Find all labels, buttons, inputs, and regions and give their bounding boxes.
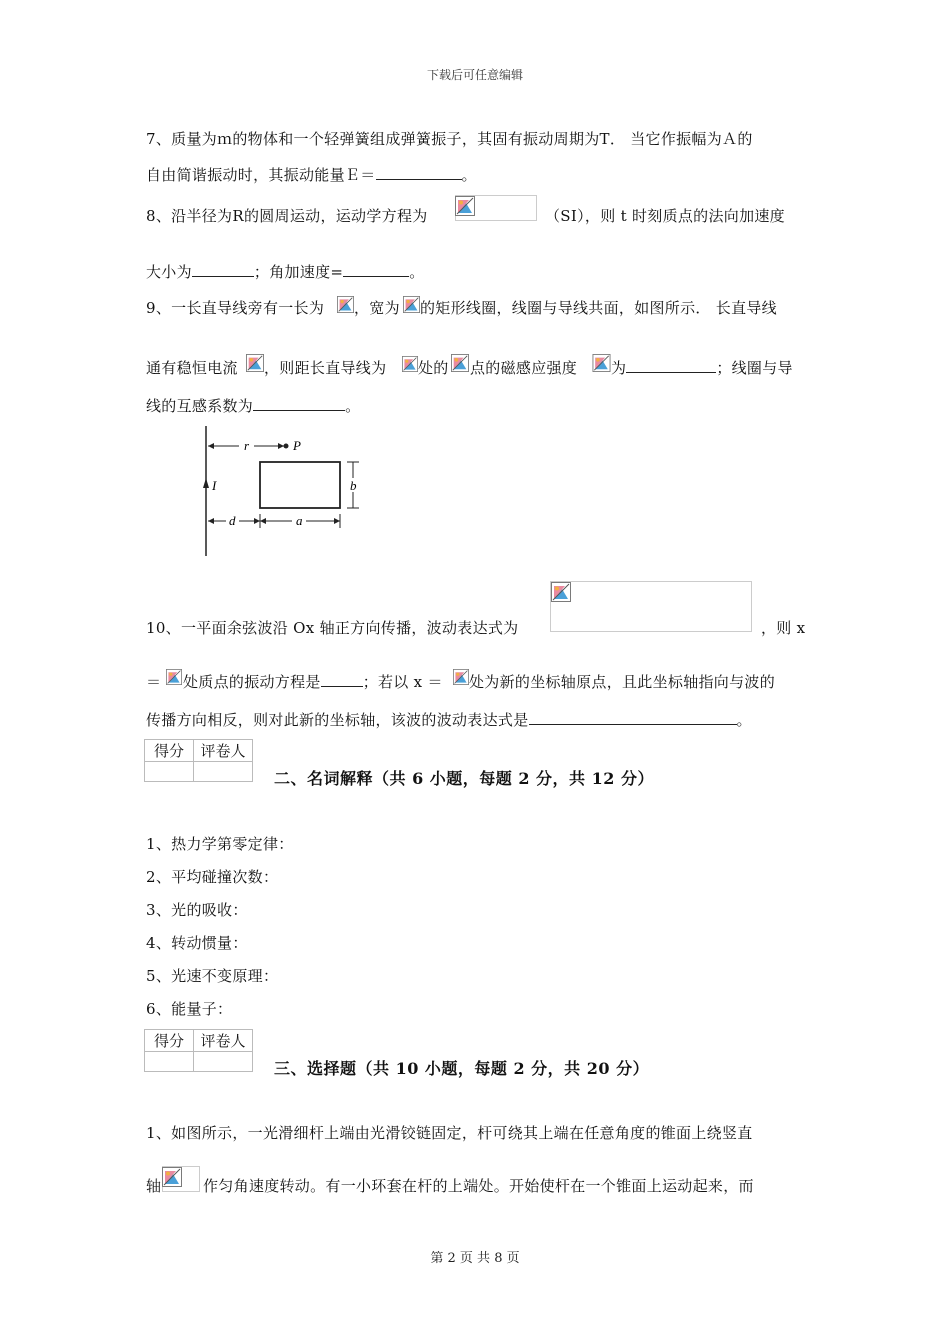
a-arrowhead-right [334, 518, 340, 524]
q9-line2-d: 点的磁感应强度 [470, 359, 578, 377]
q10-line2-a: ＝ [146, 673, 162, 691]
broken-image-icon [162, 1167, 182, 1187]
q1-line2-b: 作匀角速度转动。有一小环套在杆的上端处。开始使杆在一个锥面上运动起来，而 [203, 1177, 754, 1195]
label-p: P [293, 438, 301, 453]
grader-col-label: 评卷人 [194, 740, 253, 762]
grader-cell [194, 762, 253, 782]
q10-line3-b: 。 [736, 711, 752, 729]
broken-image-icon [403, 296, 420, 313]
q8-line1-end: （SI），则 t 时刻质点的法向加速度 [545, 207, 785, 225]
score-table [144, 739, 253, 782]
q9-line2-c: 处的 [418, 359, 449, 377]
q10-line3-a: 传播方向相反，则对此新的坐标轴，该波的波动表达式是 [146, 711, 529, 729]
q7-line2 [146, 164, 477, 185]
r-arrowhead-right [278, 443, 284, 449]
q8-line2-a: 大小为 [146, 263, 192, 281]
broken-image-icon [166, 668, 182, 686]
q10-line2-b-wrap [183, 671, 443, 692]
term-item: 5、光速不变原理： [146, 967, 279, 985]
broken-image-icon [453, 668, 469, 686]
grader-col-label: 评卷人 [194, 1030, 253, 1052]
answer-blank [626, 358, 716, 373]
q10-line1-text: 10、一平面余弦波沿 Ox 轴正方向传播，波动表达式为 [146, 619, 519, 637]
answer-blank [376, 165, 462, 180]
score-col-label: 得分 [145, 1030, 194, 1052]
q9-line1-c: 的矩形线圈，线圈与导线共面，如图所示． 长直导线 [420, 299, 777, 317]
q9-line3 [146, 395, 360, 416]
score-cell [145, 762, 194, 782]
label-d: d [229, 513, 236, 528]
q8-line2 [146, 261, 425, 282]
broken-image-icon [551, 582, 571, 602]
label-a: a [296, 513, 303, 528]
page-footer: 第 2 页 共 8 页 [430, 1251, 520, 1266]
q8-line2-b: ；角加速度= [253, 263, 344, 281]
q9-line2-e [611, 357, 793, 378]
a-arrowhead-left [260, 518, 266, 524]
q9-line2-b: ，则距长直导线为 [264, 359, 387, 377]
broken-image-icon [337, 296, 354, 313]
answer-blank [529, 710, 737, 725]
label-b: b [350, 478, 357, 493]
q9-line2-f: ；线圈与导 [716, 359, 793, 377]
d-arrowhead-right [254, 518, 260, 524]
grader-cell [194, 1052, 253, 1072]
section-3-title: 三、选择题（共 10 小题，每题 2 分，共 20 分） [274, 1059, 650, 1078]
score-col-label: 得分 [145, 740, 194, 762]
term-item: 1、热力学第零定律： [146, 835, 294, 853]
q1-line2-a: 轴 [146, 1177, 162, 1195]
formula-image [550, 581, 752, 632]
term-item: 4、转动惯量： [146, 934, 248, 952]
label-i: I [212, 478, 217, 493]
answer-blank [343, 262, 409, 277]
q10-line1-end: ，则 x [761, 619, 806, 637]
q10-line2-c: ；若以 x ＝ [362, 673, 443, 691]
q1-line1: 1、如图所示，一光滑细杆上端由光滑铰链固定，杆可绕其上端在任意角度的锥面上绕竖直 [146, 1124, 753, 1142]
q9-line2-e-text: 为 [611, 359, 627, 377]
label-r: r [244, 438, 250, 453]
q9-line2-a: 通有稳恒电流 [146, 359, 238, 377]
broken-image-icon [455, 196, 475, 216]
q10-line3 [146, 709, 752, 730]
score-table [144, 1029, 253, 1072]
q7-line2-end: 。 [461, 166, 477, 184]
broken-image-icon [450, 354, 470, 372]
q7-line1: 7、质量为ｍ的物体和一个轻弹簧组成弹簧振子，其固有振动周期为T． 当它作振幅为Ａ的 [146, 130, 753, 148]
r-arrowhead-left [208, 443, 214, 449]
page-header: 下载后可任意编辑 [426, 68, 523, 82]
broken-image-icon [246, 354, 264, 372]
q7-line2-text: 自由简谐振动时，其振动能量Ｅ＝ [146, 166, 376, 184]
q9-line1-a: 9、一长直导线旁有一长为 [146, 299, 325, 317]
answer-blank [253, 396, 345, 411]
q8-line2-c: 。 [409, 263, 425, 281]
q10-line2-d: 处为新的坐标轴原点，且此坐标轴指向与波的 [469, 673, 776, 691]
answer-blank [321, 672, 363, 687]
answer-blank [192, 262, 254, 277]
q9-line3-a: 线的互感系数为 [146, 397, 254, 415]
q8-line1-text: 8、沿半径为R的圆周运动，运动学方程为 [146, 207, 428, 225]
broken-image-icon [592, 354, 611, 372]
point-p [284, 444, 289, 449]
current-arrow [203, 478, 209, 488]
term-item: 2、平均碰撞次数： [146, 868, 279, 886]
term-item: 3、光的吸收： [146, 901, 248, 919]
d-arrowhead-left [208, 518, 214, 524]
q10-line2-b: 处质点的振动方程是 [183, 673, 321, 691]
rect-loop [260, 462, 340, 508]
broken-image-icon [402, 356, 418, 372]
section-2-title: 二、名词解释（共 6 小题，每题 2 分，共 12 分） [274, 769, 654, 788]
q9-line1-b: ，宽为 [354, 299, 400, 317]
wire-loop-figure [196, 420, 376, 560]
score-cell [145, 1052, 194, 1072]
term-item: 6、能量子： [146, 1000, 233, 1018]
q9-line3-b: 。 [345, 397, 361, 415]
